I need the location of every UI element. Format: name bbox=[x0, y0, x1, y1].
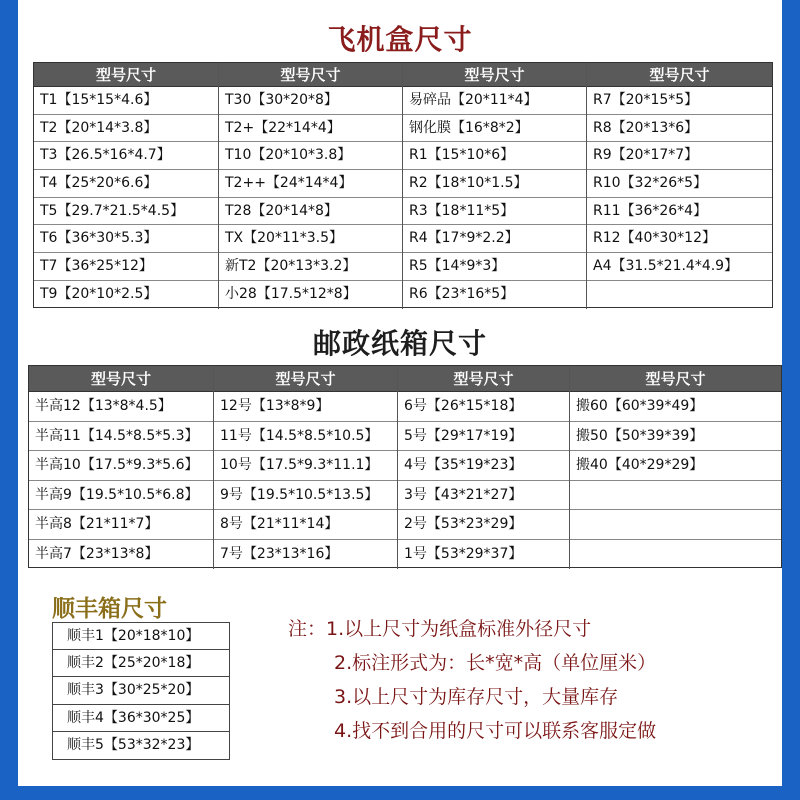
table-cell: 半高8【21*11*7】 bbox=[29, 510, 213, 540]
table-cell: T1【15*15*4.6】 bbox=[34, 87, 218, 115]
table-column bbox=[569, 366, 781, 569]
table-cell: 半高10【17.5*9.3*5.6】 bbox=[29, 451, 213, 481]
table-cell: R7【20*15*5】 bbox=[587, 87, 772, 115]
table-cell: R12【40*30*12】 bbox=[587, 225, 772, 253]
notes-block bbox=[288, 612, 656, 748]
table-cell: 11号【14.5*8.5*10.5】 bbox=[214, 422, 397, 452]
table-cell: T2【20*14*3.8】 bbox=[34, 115, 218, 143]
column-header: 型号尺寸 bbox=[398, 366, 569, 392]
table-cell: R9【20*17*7】 bbox=[587, 142, 772, 170]
table-cell: 易碎品【20*11*4】 bbox=[403, 87, 586, 115]
table-cell: 2号【53*23*29】 bbox=[398, 510, 569, 540]
table-cell: T5【29.7*21.5*4.5】 bbox=[34, 198, 218, 226]
table-cell: 半高7【23*13*8】 bbox=[35, 545, 159, 562]
table-cell: 顺丰5【53*32*23】 bbox=[67, 736, 200, 753]
table-cell: 搬50【50*39*39】 bbox=[570, 422, 781, 452]
column-header: 型号尺寸 bbox=[570, 366, 781, 392]
table-cell: 1号【53*29*37】 bbox=[404, 545, 523, 562]
table-cell: T4【25*20*6.6】 bbox=[34, 170, 218, 198]
note-4: 4.找不到合用的尺寸可以联系客服定做 bbox=[334, 720, 657, 742]
column-header: 型号尺寸 bbox=[219, 63, 402, 87]
table-column bbox=[586, 63, 772, 309]
postal-box-table bbox=[28, 365, 782, 568]
table-cell: T2+【22*14*4】 bbox=[219, 115, 402, 143]
table-cell: 顺丰2【25*20*18】 bbox=[53, 650, 229, 677]
table-cell: 12号【13*8*9】 bbox=[214, 392, 397, 422]
table-cell: T30【30*20*8】 bbox=[219, 87, 402, 115]
table-cell: 半高11【14.5*8.5*5.3】 bbox=[29, 422, 213, 452]
table-cell: TX【20*11*3.5】 bbox=[219, 225, 402, 253]
note-2: 2.标注形式为：长*宽*高（单位厘米） bbox=[334, 652, 657, 674]
table-cell bbox=[587, 281, 772, 309]
table-cell: T9【20*10*2.5】 bbox=[40, 285, 158, 302]
table-cell: 顺丰1【20*18*10】 bbox=[53, 623, 229, 650]
airplane-box-title: 飞机盒尺寸 bbox=[327, 23, 473, 56]
table-cell bbox=[570, 540, 781, 570]
table-cell: R10【32*26*5】 bbox=[587, 170, 772, 198]
column-header: 型号尺寸 bbox=[403, 63, 586, 87]
table-cell: 小28【17.5*12*8】 bbox=[225, 285, 357, 302]
column-header: 型号尺寸 bbox=[214, 366, 397, 392]
table-cell: R6【23*16*5】 bbox=[409, 285, 515, 302]
table-cell: 8号【21*11*14】 bbox=[214, 510, 397, 540]
table-cell: 搬40【40*29*29】 bbox=[570, 451, 781, 481]
note-1: 注：1.以上尺寸为纸盒标准外径尺寸 bbox=[288, 618, 592, 640]
sf-box-title: 顺丰箱尺寸 bbox=[52, 596, 167, 622]
table-cell: 新T2【20*13*3.2】 bbox=[219, 253, 402, 281]
table-cell: 顺丰4【36*30*25】 bbox=[53, 705, 229, 732]
table-cell: 6号【26*15*18】 bbox=[398, 392, 569, 422]
table-cell: T10【20*10*3.8】 bbox=[219, 142, 402, 170]
table-cell: 10号【17.5*9.3*11.1】 bbox=[214, 451, 397, 481]
table-cell: T2++【24*14*4】 bbox=[219, 170, 402, 198]
table-cell: 3号【43*21*27】 bbox=[398, 481, 569, 511]
table-cell: 顺丰3【30*25*20】 bbox=[53, 677, 229, 704]
postal-box-title: 邮政纸箱尺寸 bbox=[312, 327, 487, 360]
table-cell: R2【18*10*1.5】 bbox=[403, 170, 586, 198]
table-cell: 半高9【19.5*10.5*6.8】 bbox=[29, 481, 213, 511]
table-cell: R11【36*26*4】 bbox=[587, 198, 772, 226]
table-column bbox=[29, 366, 213, 569]
note-3: 3.以上尺寸为库存尺寸，大量库存 bbox=[334, 686, 619, 708]
table-column bbox=[218, 63, 402, 309]
column-header: 型号尺寸 bbox=[34, 63, 218, 87]
table-cell: T28【20*14*8】 bbox=[219, 198, 402, 226]
table-cell: T6【36*30*5.3】 bbox=[34, 225, 218, 253]
table-cell: T7【36*25*12】 bbox=[34, 253, 218, 281]
table-cell bbox=[570, 510, 781, 540]
table-column bbox=[213, 366, 397, 569]
size-chart-panel bbox=[18, 0, 782, 786]
sf-box-table bbox=[52, 622, 230, 760]
table-column bbox=[34, 63, 218, 309]
table-cell: 钢化膜【16*8*2】 bbox=[403, 115, 586, 143]
table-cell: A4【31.5*21.4*4.9】 bbox=[587, 253, 772, 281]
table-cell: 搬60【60*39*49】 bbox=[570, 392, 781, 422]
airplane-box-table bbox=[33, 62, 773, 308]
column-header: 型号尺寸 bbox=[587, 63, 772, 87]
table-cell: 9号【19.5*10.5*13.5】 bbox=[214, 481, 397, 511]
table-cell: R1【15*10*6】 bbox=[403, 142, 586, 170]
table-cell: T3【26.5*16*4.7】 bbox=[34, 142, 218, 170]
table-cell: R4【17*9*2.2】 bbox=[403, 225, 586, 253]
table-cell: 5号【29*17*19】 bbox=[398, 422, 569, 452]
table-cell: R3【18*11*5】 bbox=[403, 198, 586, 226]
table-cell: 4号【35*19*23】 bbox=[398, 451, 569, 481]
table-column bbox=[402, 63, 586, 309]
table-cell: R5【14*9*3】 bbox=[403, 253, 586, 281]
table-cell bbox=[570, 481, 781, 511]
table-cell: R8【20*13*6】 bbox=[587, 115, 772, 143]
table-cell: 7号【23*13*16】 bbox=[220, 545, 339, 562]
table-cell: 半高12【13*8*4.5】 bbox=[29, 392, 213, 422]
column-header: 型号尺寸 bbox=[29, 366, 213, 392]
table-column bbox=[397, 366, 569, 569]
